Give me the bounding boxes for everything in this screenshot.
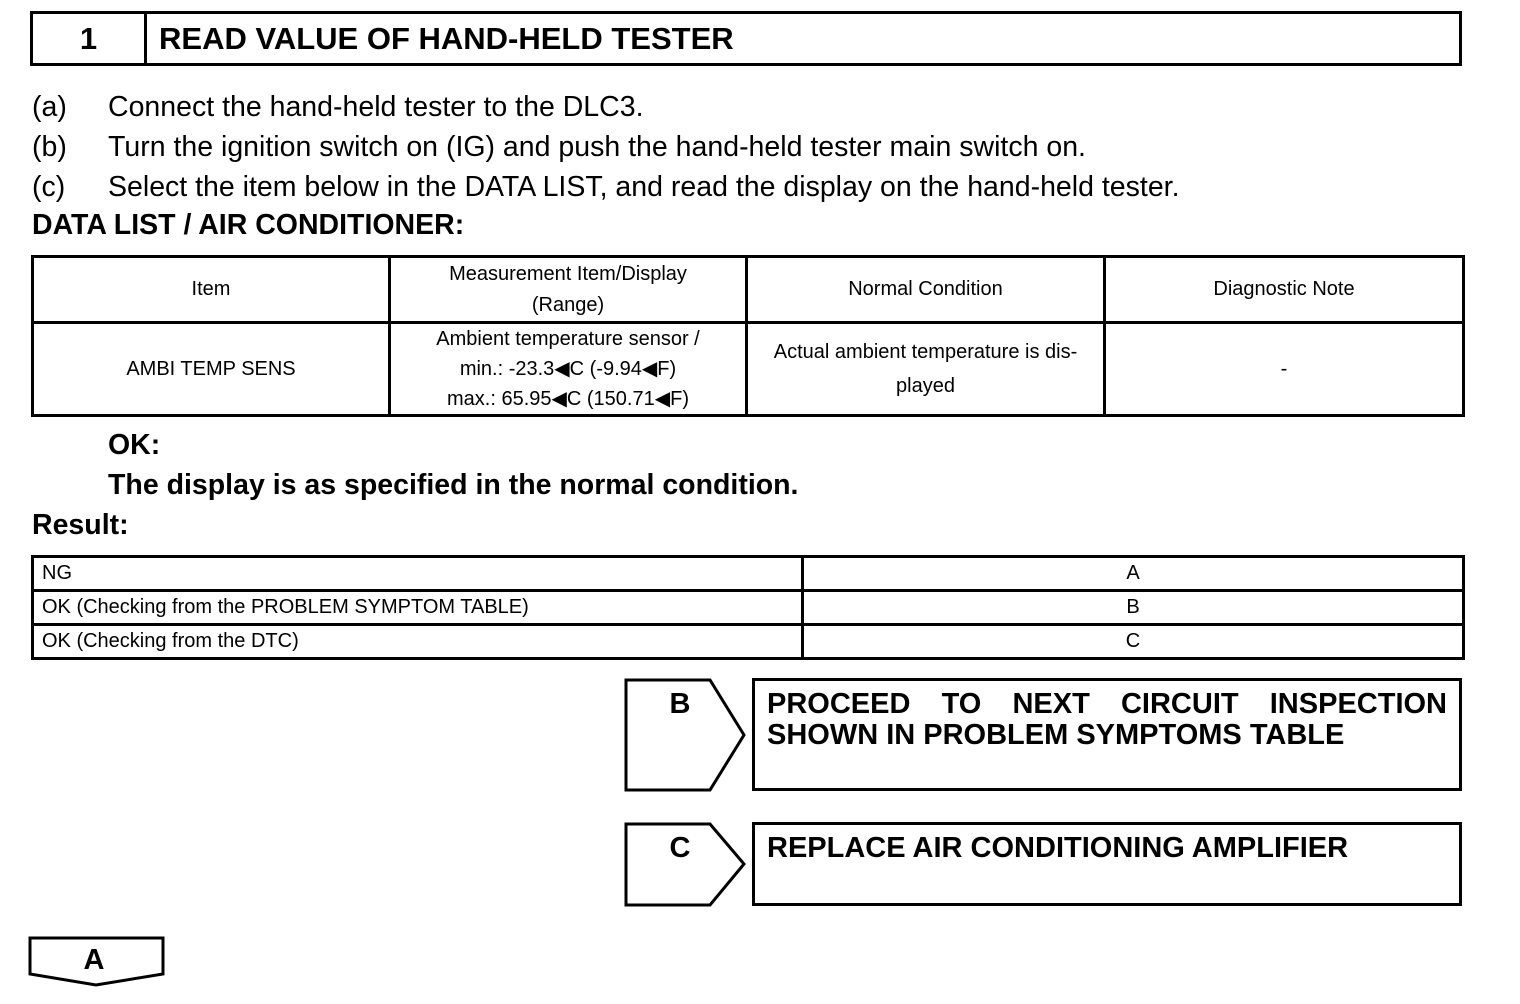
instruction-text: Select the item below in the DATA LIST, and read the display on the hand-held tester.	[108, 171, 1180, 203]
result-table	[31, 555, 1465, 660]
header-normal-condition: Normal Condition	[747, 257, 1105, 323]
normal-line: played	[896, 375, 955, 397]
result-code: C	[803, 625, 1464, 659]
measurement-line: min.: -23.3◀C (-9.94◀F)	[459, 358, 677, 380]
cell-diagnostic-note: -	[1105, 323, 1464, 416]
measurement-line: max.: 65.95◀C (150.71◀F)	[447, 388, 689, 410]
step-header	[30, 11, 1462, 66]
result-condition: OK (Checking from the PROBLEM SYMPTOM TABLE)	[33, 591, 803, 625]
next-a-letter: A	[83, 944, 105, 976]
result-heading: Result:	[32, 509, 129, 541]
instruction-a	[32, 90, 644, 124]
ok-text: The display is as specified in the normal condition.	[108, 469, 799, 501]
cell-normal-condition	[747, 323, 1105, 416]
header-measurement-line2: (Range)	[531, 293, 605, 316]
cell-item: AMBI TEMP SENS	[33, 323, 390, 416]
instruction-label: (b)	[32, 131, 67, 163]
header-measurement	[390, 257, 747, 323]
instruction-b	[32, 130, 1086, 164]
result-code: B	[803, 591, 1464, 625]
result-code: A	[803, 557, 1464, 591]
normal-line: Actual ambient temperature is dis-	[773, 341, 1078, 363]
instruction-text: Connect the hand-held tester to the DLC3.	[108, 91, 644, 123]
table-header-row	[33, 257, 1464, 323]
table-row	[33, 591, 1464, 625]
branch-c-action: REPLACE AIR CONDITIONING AMPLIFIER	[752, 822, 1462, 906]
ok-label: OK:	[108, 429, 161, 461]
header-item: Item	[33, 257, 390, 323]
branch-c-letter: C	[669, 832, 691, 864]
table-row	[33, 323, 1464, 416]
instruction-text: Turn the ignition switch on (IG) and push the hand-held tester main switch on.	[108, 131, 1086, 163]
branch-b-letter: B	[669, 688, 691, 720]
result-condition: OK (Checking from the DTC)	[33, 625, 803, 659]
header-diagnostic-note: Diagnostic Note	[1105, 257, 1464, 323]
cell-measurement	[390, 323, 747, 416]
instruction-label: (a)	[32, 91, 67, 123]
table-row	[33, 625, 1464, 659]
table-row	[33, 557, 1464, 591]
step-number: 1	[33, 14, 147, 63]
instruction-c	[32, 170, 1180, 204]
measurement-line: Ambient temperature sensor /	[436, 328, 700, 350]
header-measurement-line1: Measurement Item/Display	[449, 262, 687, 285]
result-condition: NG	[33, 557, 803, 591]
data-list-heading: DATA LIST / AIR CONDITIONER:	[32, 209, 465, 241]
step-title: READ VALUE OF HAND-HELD TESTER	[159, 20, 734, 56]
data-list-table	[31, 255, 1465, 417]
branch-b-action: PROCEED TO NEXT CIRCUIT INSPECTION SHOWN IN PROBLEM SYMPTOMS TABLE	[752, 678, 1462, 791]
instruction-label: (c)	[32, 171, 66, 203]
